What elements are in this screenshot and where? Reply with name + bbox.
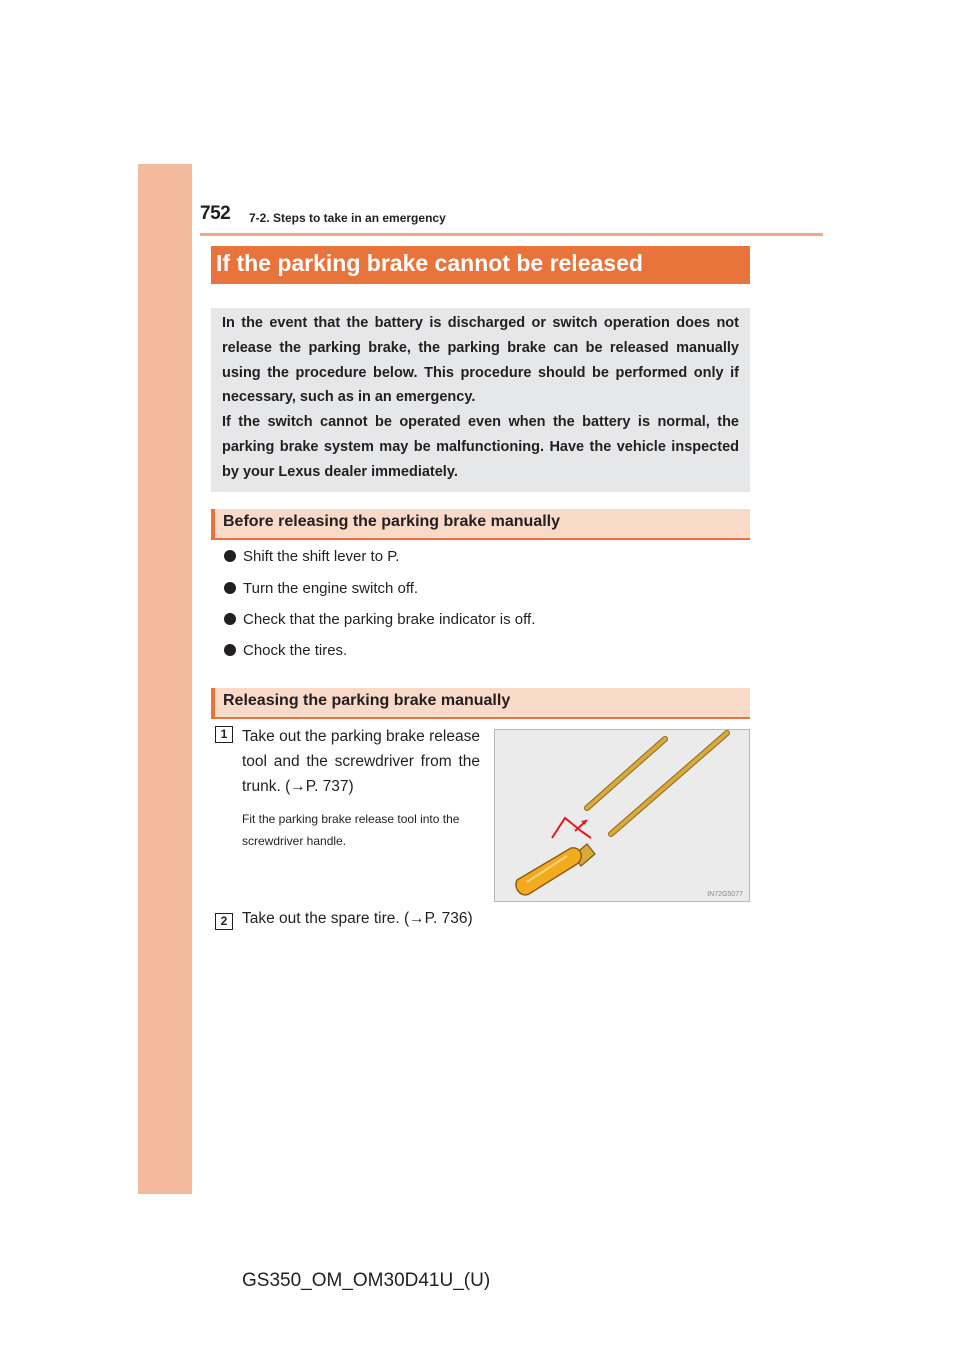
screwdriver-shaft [611, 733, 727, 834]
step-1-text: Take out the parking brake release tool and the screwdriver from the trunk. (→P. 737) [242, 728, 480, 795]
document-code-footer: GS350_OM_OM30D41U_(U) [242, 1270, 491, 1291]
release-tool-illustration [494, 729, 750, 902]
releasing-section-heading: Releasing the parking brake manually [223, 692, 511, 709]
bullet-dot-icon [224, 582, 236, 594]
intro-paragraph-2: If the switch cannot be operated even when the battery is normal, the parking brake system may be malfunctioning. Have the vehicle inspected by your Lexus dealer immediately. [222, 414, 739, 480]
bullet-item: Shift the shift lever to P. [224, 548, 399, 565]
bullet-item: Check that the parking brake indicator is off. [224, 611, 535, 628]
bullet-item: Turn the engine switch off. [224, 580, 418, 597]
section-reference: 7-2. Steps to take in an emergency [249, 211, 446, 225]
before-section-heading: Before releasing the parking brake manually [223, 513, 561, 530]
intro-paragraph-1: In the event that the battery is discharged or switch operation does not release the parking brake, the parking brake can be released manually using the procedure below. This procedure should be performed only if necessary, such as in an emergency. [222, 315, 739, 406]
step-number-1: 1 [215, 726, 233, 743]
bullet-dot-icon [224, 613, 236, 625]
step-2-text: Take out the spare tire. (→P. 736) [242, 910, 473, 927]
intro-text [222, 311, 739, 485]
chapter-sidebar-tab [138, 164, 192, 1194]
page-number: 752 [200, 203, 231, 224]
header-divider [200, 233, 823, 236]
bullet-dot-icon [224, 644, 236, 656]
page-title: If the parking brake cannot be released [216, 250, 643, 276]
illustration-code: IN72G5077 [707, 891, 743, 898]
insert-arrow-tail [581, 831, 591, 838]
insert-bracket-arrow [552, 818, 581, 838]
screwdriver-handle [516, 848, 581, 895]
bullet-item: Chock the tires. [224, 642, 347, 659]
bullet-dot-icon [224, 550, 236, 562]
step-number-2: 2 [215, 913, 233, 930]
tool-drawing [495, 730, 751, 903]
step-1-note: Fit the parking brake release tool into the screwdriver handle. [242, 812, 460, 848]
